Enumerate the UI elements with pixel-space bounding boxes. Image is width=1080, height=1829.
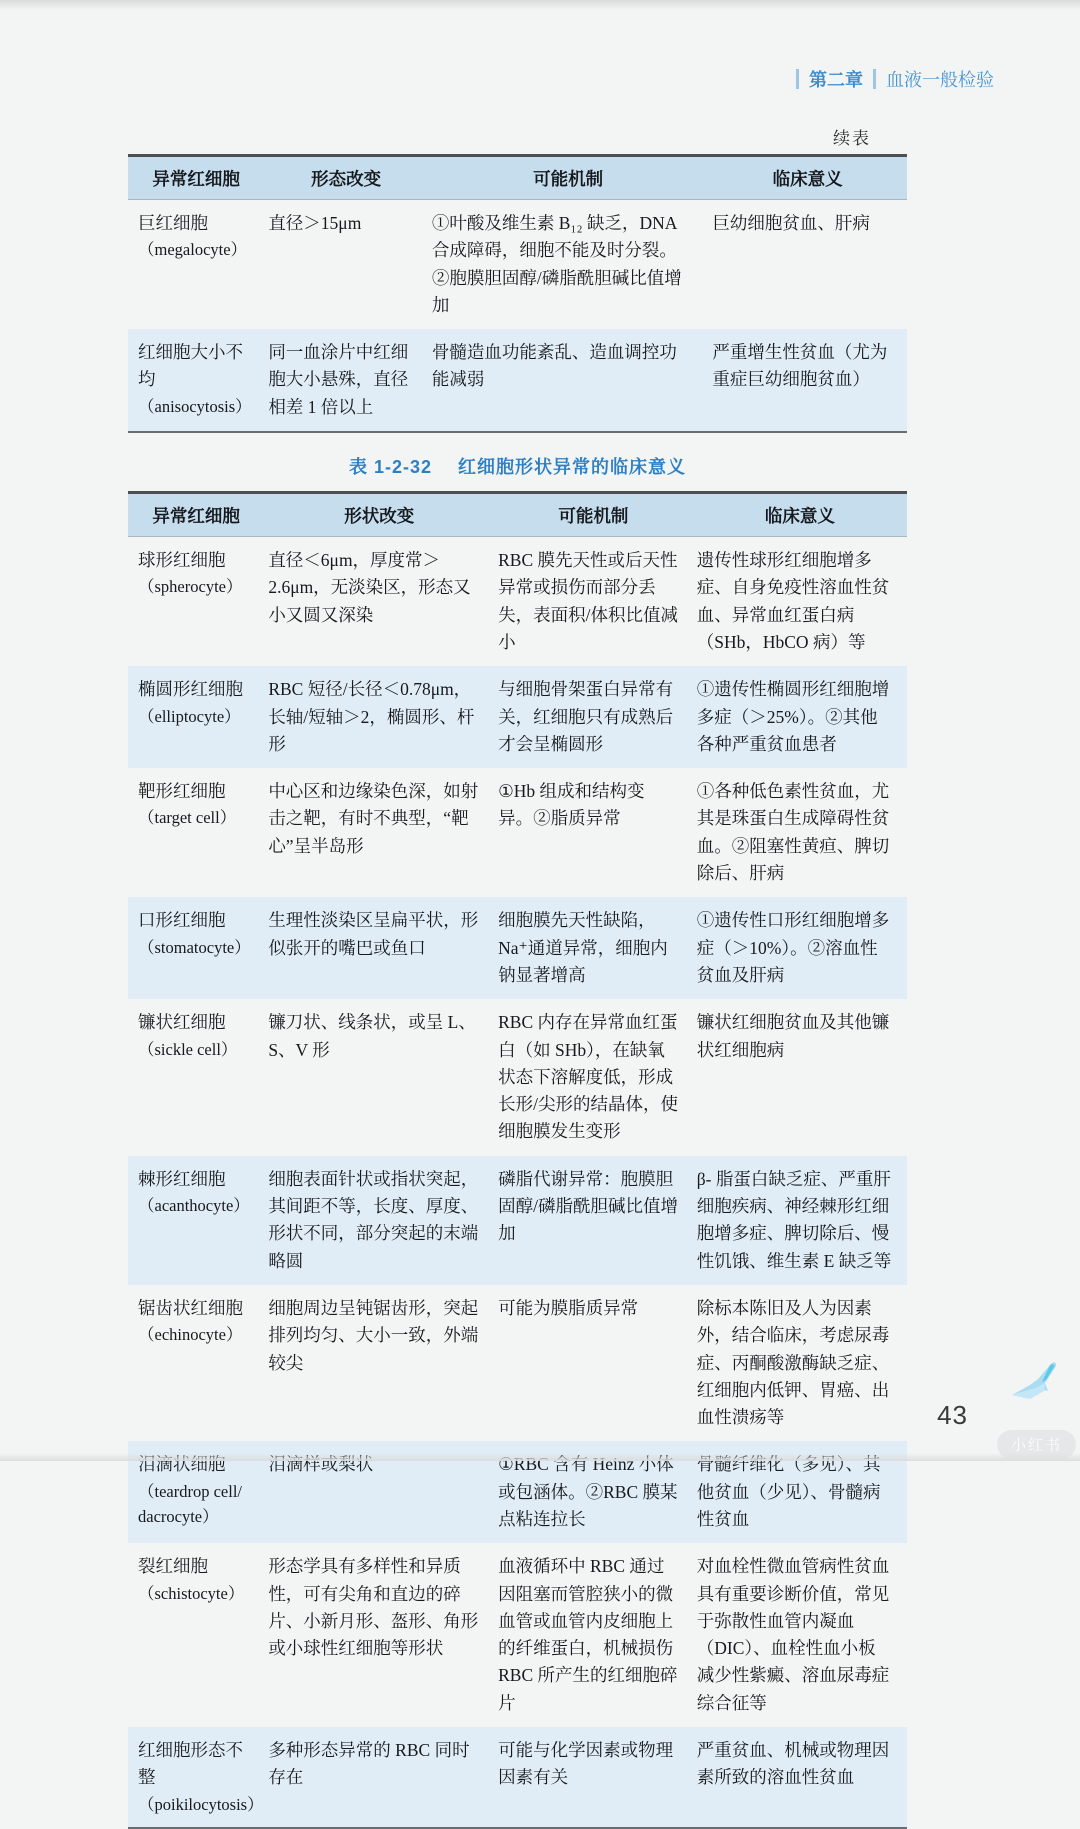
table-row xyxy=(128,999,907,1155)
cell-morphology: 直径＞15μm xyxy=(268,213,362,233)
cell-morphology: 中心区和边缘染色深，如射击之靶，有时不典型，“靶心”呈半岛形 xyxy=(268,781,479,856)
column-header: 临床意义 xyxy=(693,493,907,537)
cell-rbc-name xyxy=(128,1727,264,1828)
cell-mechanism: 血液循环中 RBC 通过因阻塞而管腔狭小的微血管或血管内皮细胞上的纤维蛋白，机械损伤 RBC 所产生的红细胞碎片 xyxy=(498,1556,678,1713)
chapter-label: 第二章 xyxy=(809,70,863,90)
cell-morphology: 多种形态异常的 RBC 同时存在 xyxy=(268,1740,470,1788)
column-header: 可能机制 xyxy=(494,493,693,537)
cell-mechanism: 可能与化学因素或物理因素有关 xyxy=(498,1740,674,1788)
cell-mechanism: ①叶酸及维生素 B₁₂ 缺乏，DNA 合成障碍，细胞不能及时分裂。②胞膜胆固醇/磷脂酰胆碱比值增加 xyxy=(431,213,682,315)
cell-mechanism: 可能为膜脂质异常 xyxy=(498,1297,639,1318)
rbc-name-en: （stomatocyte） xyxy=(138,937,251,957)
cell-mechanism: 骨髓造血功能紊乱、造血调控功能减弱 xyxy=(431,342,677,390)
cell-morphology: 直径＜6μm，厚度常＞2.6μm，无淡染区，形态又小又圆又深染 xyxy=(268,550,471,625)
divider xyxy=(873,69,876,89)
cell-significance: 镰状红细胞贫血及其他镰状红细胞病 xyxy=(696,1012,890,1060)
table-rbc-shape-abnormality xyxy=(128,491,907,1829)
rbc-name-cn: 球形红细胞 xyxy=(138,550,226,571)
column-header: 形态改变 xyxy=(264,156,428,200)
cell-mechanism: RBC 膜先天性或后天性异常或损伤而部分丢失，表面积/体积比值减小 xyxy=(498,550,678,652)
cell-significance: ①遗传性椭圆形红细胞增多症（＞25%）。②其他各种严重贫血患者 xyxy=(696,679,890,754)
rbc-name-en: （teardrop cell/ dacrocyte） xyxy=(138,1481,242,1527)
rbc-name-en: （acanthocyte） xyxy=(138,1196,250,1216)
rbc-name-en: （megalocyte） xyxy=(138,240,248,260)
cell-rbc-name xyxy=(128,1156,264,1285)
chapter-title: 血液一般检验 xyxy=(886,70,994,90)
cell-morphology: RBC 短径/长径＜0.78μm，长轴/短轴＞2，椭圆形、杆形 xyxy=(268,679,475,754)
table-number: 表 1-2-32 xyxy=(348,457,433,478)
cell-morphology: 形态学具有多样性和异质性，可有尖角和直边的碎片、小新月形、盔形、角形或小球性红细胞等形状 xyxy=(268,1556,479,1659)
continued-table-label: 续表 xyxy=(833,129,871,148)
column-header: 异常红细胞 xyxy=(128,493,264,537)
rbc-name-cn: 红细胞形态不整 xyxy=(138,1740,243,1788)
rbc-name-cn: 棘形红细胞 xyxy=(138,1168,226,1189)
table-row xyxy=(128,897,907,999)
rbc-name-en: （spherocyte） xyxy=(138,577,243,597)
table-row xyxy=(128,537,907,667)
cell-morphology: 同一血涂片中红细胞大小悬殊，直径相差 1 倍以上 xyxy=(268,342,409,417)
rbc-name-en: （anisocytosis） xyxy=(138,396,252,416)
cell-rbc-name xyxy=(128,666,264,768)
cell-rbc-name xyxy=(128,999,264,1155)
rbc-name-en: （elliptocyte） xyxy=(138,706,241,726)
table-row xyxy=(128,1156,907,1285)
rbc-name-en: （echinocyte） xyxy=(138,1325,243,1345)
cell-mechanism: ①Hb 组成和结构变异。②脂质异常 xyxy=(498,781,645,829)
rbc-name-en: （schistocyte） xyxy=(138,1583,245,1603)
watermark: 小红书 xyxy=(997,1430,1076,1459)
cell-rbc-name xyxy=(128,768,264,897)
cell-significance: 遗传性球形红细胞增多症、自身免疫性溶血性贫血、异常血红蛋白病（SHb，HbCO 病）等 xyxy=(696,550,890,652)
chapter-header xyxy=(796,66,994,92)
cell-significance: ①各种低色素性贫血，尤其是珠蛋白生成障碍性贫血。②阻塞性黄疸、脾切除后、肝病 xyxy=(696,781,890,884)
table-row xyxy=(128,1285,907,1441)
cell-mechanism: RBC 内存在异常血红蛋白（如 SHb），在缺氧状态下溶解度低，形成长形/尖形的结晶体，使细胞膜发生变形 xyxy=(498,1012,678,1142)
table-row xyxy=(128,200,907,330)
cell-significance: 巨幼细胞贫血、肝病 xyxy=(712,213,870,233)
table-row xyxy=(128,666,907,768)
rbc-name-en: （sickle cell） xyxy=(138,1039,238,1059)
cell-significance: ①遗传性口形红细胞增多症（＞10%）。②溶血性贫血及肝病 xyxy=(696,910,890,985)
cell-rbc-name xyxy=(128,200,264,330)
rbc-name-cn: 红细胞大小不均 xyxy=(138,342,243,390)
table-row xyxy=(128,768,907,897)
table-row xyxy=(128,1543,907,1727)
cell-morphology: 生理性淡染区呈扁平状，形似张开的嘴巴或鱼口 xyxy=(268,910,479,958)
cell-rbc-name xyxy=(128,1285,264,1441)
cell-morphology: 泪滴样或梨状 xyxy=(268,1454,374,1475)
column-header: 可能机制 xyxy=(428,156,708,200)
bird-logo-icon xyxy=(1000,1361,1062,1409)
cell-rbc-name xyxy=(128,1543,264,1727)
table-row xyxy=(128,1441,907,1543)
cell-mechanism: 细胞膜先天性缺陷，Na⁺通道异常，细胞内钠显著增高 xyxy=(498,910,668,985)
rbc-name-cn: 锯齿状红细胞 xyxy=(138,1297,243,1318)
cell-rbc-name xyxy=(128,897,264,999)
rbc-name-cn: 靶形红细胞 xyxy=(138,781,226,802)
rbc-name-cn: 口形红细胞 xyxy=(138,910,226,931)
table-header-row xyxy=(128,156,907,200)
table-row xyxy=(128,1727,907,1828)
cell-significance: 严重贫血、机械或物理因素所致的溶血性贫血 xyxy=(696,1740,890,1788)
table-rbc-size-abnormality-continued xyxy=(128,154,907,433)
page-content xyxy=(128,124,907,1829)
cell-significance: 严重增生性贫血（尤为重症巨幼细胞贫血） xyxy=(712,342,888,390)
table-row xyxy=(128,329,907,432)
rbc-name-en: （target cell） xyxy=(138,808,237,828)
cell-rbc-name xyxy=(128,329,264,432)
cell-significance: 骨髓纤维化（多见）、其他贫血（少见）、骨髓病性贫血 xyxy=(696,1454,881,1529)
cell-morphology: 细胞表面针状或指状突起，其间距不等，长度、厚度、形状不同，部分突起的末端略圆 xyxy=(268,1168,479,1271)
rbc-name-cn: 椭圆形红细胞 xyxy=(138,679,243,700)
rbc-name-cn: 泪滴状细胞 xyxy=(138,1454,226,1475)
cell-mechanism: 磷脂代谢异常：胞膜胆固醇/磷脂酰胆碱比值增加 xyxy=(498,1168,678,1244)
divider xyxy=(796,69,799,89)
cell-morphology: 细胞周边呈钝锯齿形，突起排列均匀、大小一致，外端较尖 xyxy=(268,1297,479,1373)
column-header: 异常红细胞 xyxy=(128,156,264,200)
cell-rbc-name xyxy=(128,1441,264,1543)
table-header-row xyxy=(128,493,907,537)
column-header: 临床意义 xyxy=(708,156,907,200)
rbc-name-cn: 镰状红细胞 xyxy=(138,1012,226,1033)
rbc-name-en: （poikilocytosis） xyxy=(138,1794,264,1814)
cell-significance: β- 脂蛋白缺乏症、严重肝细胞疾病、神经棘形红细胞增多症、脾切除后、慢性饥饿、维生素 E 缺乏等 xyxy=(696,1168,892,1271)
cell-significance: 对血栓性微血管病性贫血具有重要诊断价值，常见于弥散性血管内凝血（DIC）、血栓性血小板减少性紫癜、溶血尿毒症综合征等 xyxy=(696,1556,890,1713)
cell-rbc-name xyxy=(128,537,264,667)
rbc-name-cn: 裂红细胞 xyxy=(138,1556,208,1577)
column-header: 形状改变 xyxy=(264,493,494,537)
page-number: 43 xyxy=(937,1400,968,1430)
cell-mechanism: 与细胞骨架蛋白异常有关，红细胞只有成熟后才会呈椭圆形 xyxy=(498,679,674,754)
rbc-name-cn: 巨红细胞 xyxy=(138,213,208,233)
table-title xyxy=(128,453,907,479)
cell-morphology: 镰刀状、线条状，或呈 L、S、V 形 xyxy=(268,1012,476,1060)
table-title-text: 红细胞形状异常的临床意义 xyxy=(458,457,687,478)
cell-significance: 除标本陈旧及人为因素外，结合临床，考虑尿毒症、丙酮酸激酶缺乏症、红细胞内低钾、胃癌、出血性溃疡等 xyxy=(696,1297,890,1428)
cell-mechanism: ①RBC 含有 Heinz 小体或包涵体。②RBC 膜某点粘连拉长 xyxy=(498,1454,678,1529)
